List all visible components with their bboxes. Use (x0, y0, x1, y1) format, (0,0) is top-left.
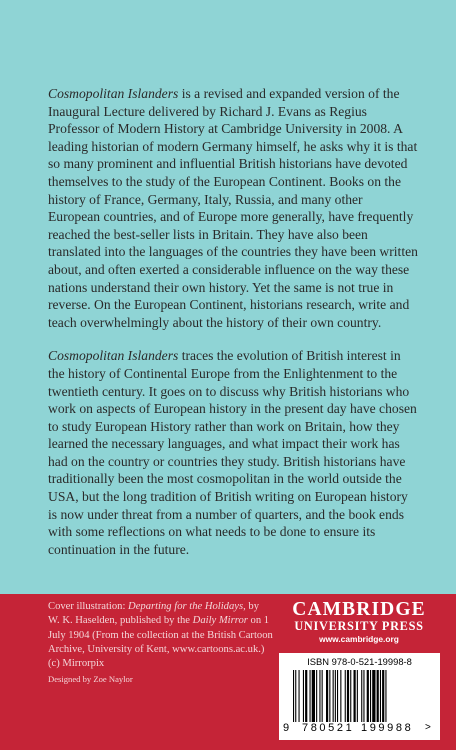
credits-intro: Cover illustration: (48, 601, 129, 612)
publisher-url: www.cambridge.org (319, 634, 399, 644)
blurb-text-2: traces the evolution of British interest in the history of Continental Europe from the Enlightenment to the twentieth century. It goes on to discuss why British historians who work on aspects of European history in the present day have chosen to study European History rather than work on Britain, how they learned the necessary languages, and what impact their work has had on the country or countries they study. British historians have traditionally been the most cosmopolitan in the world outside the USA, but the long tradition of British writing on European history is now under threat from a number of quarters, and the book ends with some reflections on what needs to be done to ensure its continuation in the future. (48, 348, 417, 557)
credits-rest: on 1 July 1904 (From the collection at the British Cartoon Archive, University of Kent, www.cartoons.ac.uk.) (c) Mirrorpix (48, 615, 273, 670)
illustration-title: Departing for the Holidays (128, 601, 244, 612)
isbn-label: ISBN 978-0-521-19998-8 (307, 656, 412, 667)
back-cover-blurb (48, 85, 418, 574)
publisher-name: CAMBRIDGE (292, 599, 426, 620)
barcode-box (279, 653, 440, 740)
publisher-press: UNIVERSITY PRESS (294, 619, 424, 633)
book-title: Cosmopolitan Islanders (48, 348, 179, 364)
credits-mid: , by W. K. Haselden, published by the (48, 601, 259, 627)
blurb-text-1: is a revised and expanded version of the Inaugural Lecture delivered by Richard J. Evans as Regius Professor of Modern History at Cambridge University in 2008. A leading historian of modern Germany himself, he asks why it is that so many prominent and influential British historians have devoted themselves to the study of the European Continent. Books on the history of France, Germany, Italy, Russia, and many other European countries, and of Europe more generally, have frequently reached the best-seller lists in Britain. They have also been translated into the languages of the countries they have been written about, and often exerted a considerable influence on the way these nations understand their own history. Yet the same is not true in reverse. On the European Continent, historians research, write and teach overwhelmingly about the history of their own country. (48, 86, 418, 330)
book-title: Cosmopolitan Islanders (48, 86, 179, 101)
cover-credits (48, 600, 273, 687)
barcode-right-group: 199988 (361, 722, 414, 734)
barcode-first-digit: 9 (283, 722, 290, 734)
blurb-paragraph-2 (48, 347, 418, 558)
blurb-paragraph-1 (48, 85, 418, 331)
barcode-left-group: 780521 (302, 722, 355, 734)
barcode-icon (293, 670, 427, 728)
newspaper-name: Daily Mirror (192, 615, 248, 627)
publisher-logo (279, 600, 439, 645)
barcode-end-mark: > (425, 722, 431, 733)
designer-credit: Designed by Zoe Naylor (48, 674, 133, 685)
